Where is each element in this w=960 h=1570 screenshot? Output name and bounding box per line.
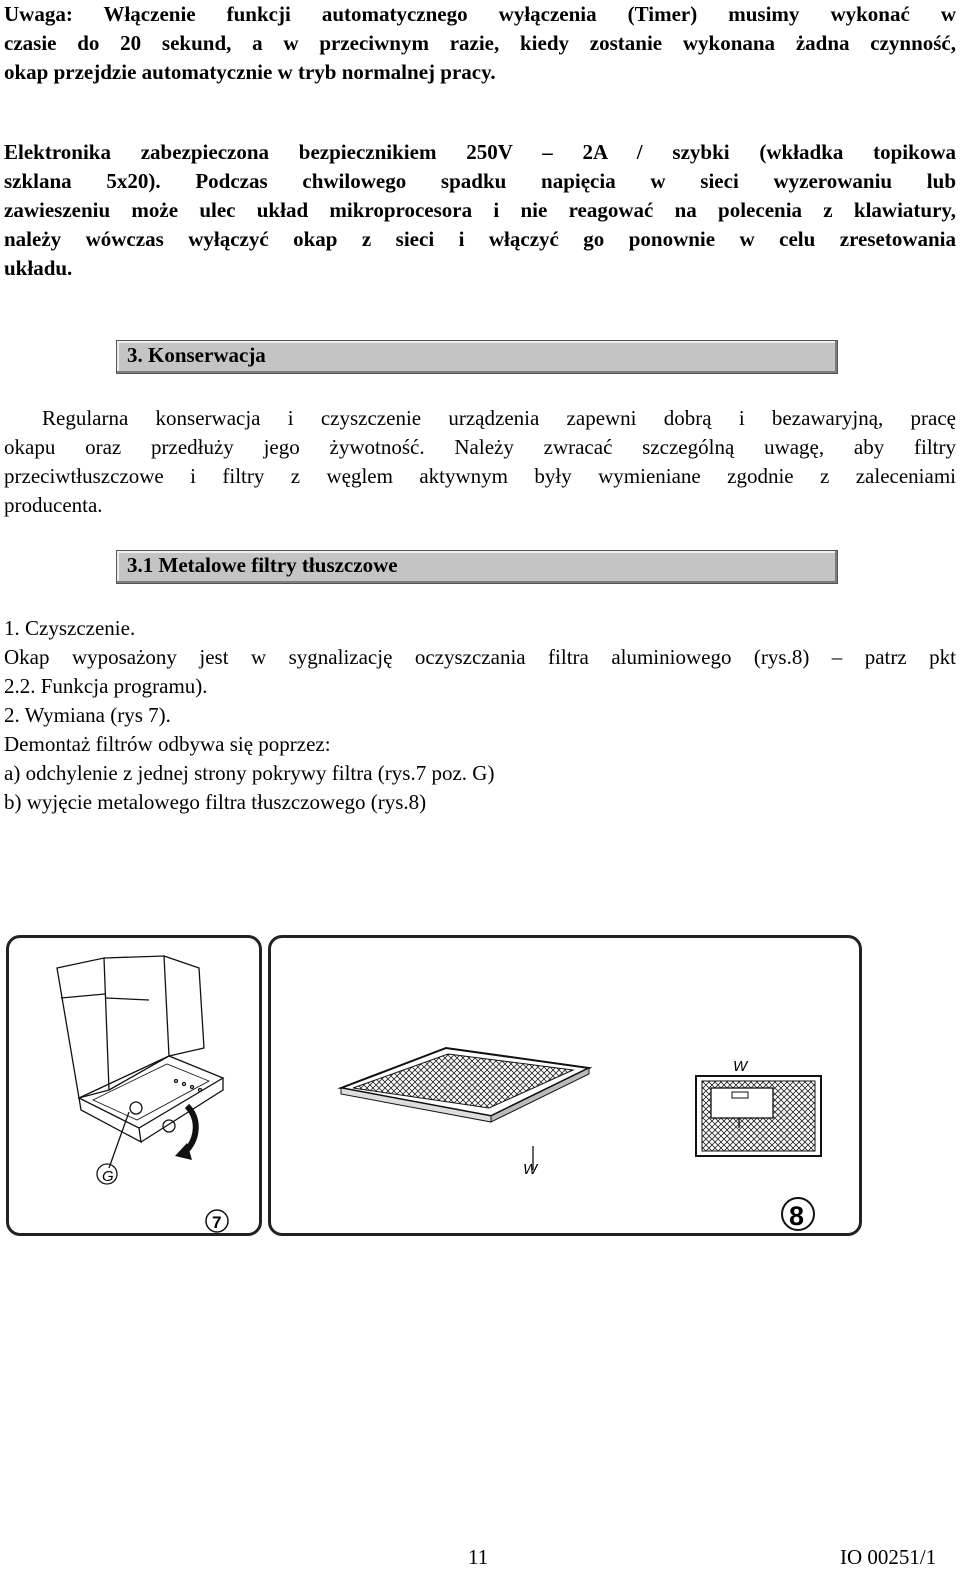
fuse-line: układu. (4, 256, 73, 280)
fuse-line: zawieszeniu może ulec układ mikroprocesora i nie reagować na polecenia z klawiatury, (4, 198, 956, 222)
konserwacja-line: okapu oraz przedłuży jego żywotność. Należy zwracać szczególną uwagę, aby filtry (4, 435, 956, 459)
label-w-bottom: W (523, 1161, 538, 1178)
section-heading-konserwacja (116, 340, 838, 374)
konserwacja-line: producenta. (4, 493, 103, 517)
fuse-paragraph (4, 138, 956, 283)
konserwacja-line: Regularna konserwacja i czyszczenie urządzenia zapewni dobrą i bezawaryjną, pracę (42, 406, 956, 430)
section-heading-text: 3.1 Metalowe filtry tłuszczowe (127, 553, 398, 577)
konserwacja-paragraph (4, 404, 956, 520)
section-heading-metal-filters (116, 550, 838, 584)
label-w: W (733, 1058, 748, 1075)
item-replacement-title: 2. Wymiana (rys 7). (4, 703, 171, 727)
figure-8 (268, 935, 862, 1236)
label-g: G (102, 1168, 114, 1185)
konserwacja-line: przeciwtłuszczowe i filtry z węglem aktywnym były wymieniane zgodnie z zaleceniami (4, 464, 956, 488)
figure-7 (6, 935, 262, 1236)
warning-line: okap przejdzie automatycznie w tryb normalnej pracy. (4, 60, 496, 84)
figure-number-7: 7 (212, 1213, 222, 1232)
warning-line: Uwaga: Włączenie funkcji automatycznego wyłączenia (Timer) musimy wykonać w (4, 2, 956, 26)
fuse-line: Elektronika zabezpieczona bezpiecznikiem 250V – 2A / szybki (wkładka topikowa (4, 140, 956, 164)
filter-illustration (271, 938, 859, 1233)
item-cleaning-line: 2.2. Funkcja programu). (4, 674, 208, 698)
item-cleaning-line: Okap wyposażony jest w sygnalizację oczyszczania filtra aluminiowego (rys.8) – patrz pkt (4, 645, 956, 669)
step-b: b) wyjęcie metalowego filtra tłuszczowego (rys.8) (4, 790, 427, 814)
fuse-line: należy wówczas wyłączyć okap z sieci i włączyć go ponownie w celu zresetowania (4, 227, 956, 251)
hood-illustration (9, 938, 259, 1233)
warning-paragraph (4, 0, 956, 87)
figure-number-8: 8 (789, 1201, 805, 1231)
step-a: a) odchylenie z jednej strony pokrywy filtra (rys.7 poz. G) (4, 761, 495, 785)
fuse-line: szklana 5x20). Podczas chwilowego spadku napięcia w sieci wyzerowaniu lub (4, 169, 956, 193)
item-cleaning-title: 1. Czyszczenie. (4, 616, 136, 640)
warning-line: czasie do 20 sekund, a w przeciwnym razie, kiedy zostanie wykonana żadna czynność, (4, 31, 956, 55)
item-cleaning-text (4, 643, 956, 701)
document-code: IO 00251/1 (840, 1545, 937, 1569)
item-replacement-text: Demontaż filtrów odbywa się poprzez: (4, 732, 331, 756)
section-heading-text: 3. Konserwacja (127, 343, 266, 367)
page-number: 11 (468, 1545, 489, 1569)
